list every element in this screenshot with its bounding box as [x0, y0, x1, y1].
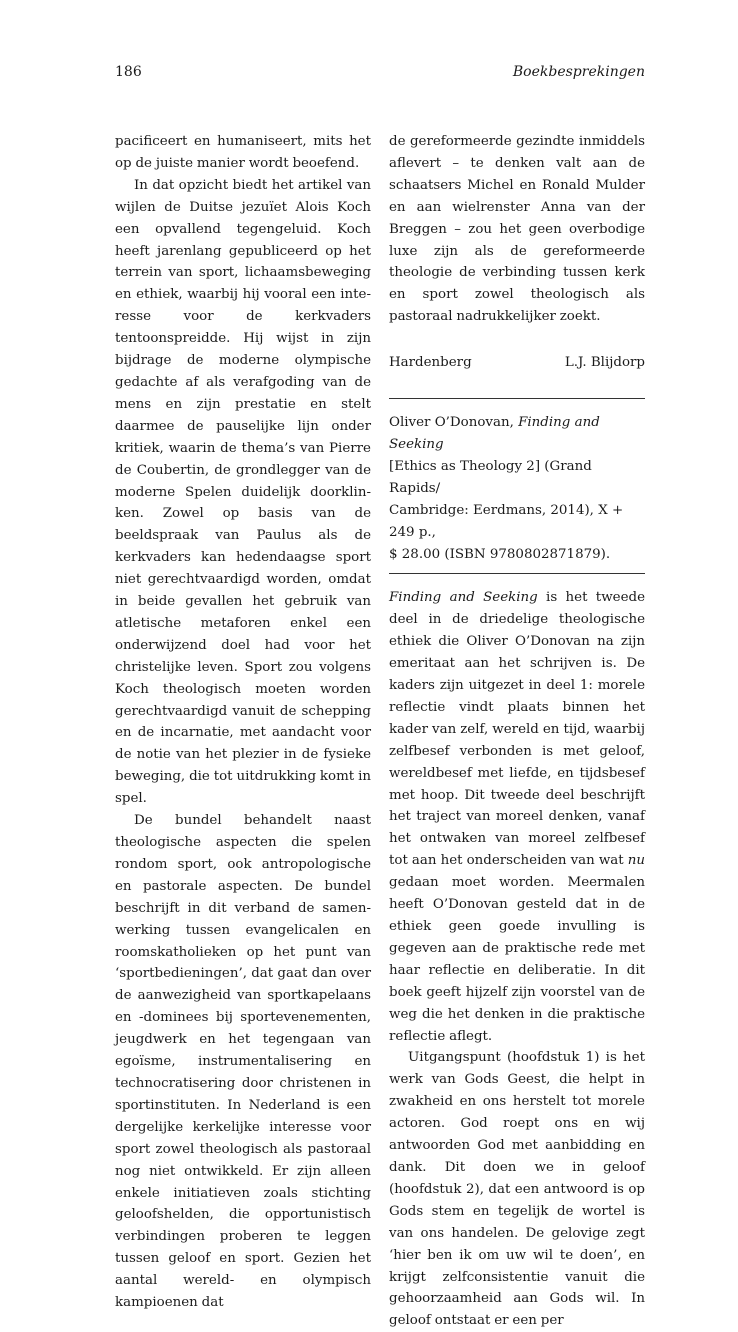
divider-bottom — [389, 573, 645, 574]
biblio-author: Oliver O’Donovan, — [389, 415, 519, 431]
biblio-line-3: Cambridge: Eerdmans, 2014), X + 249 p., — [389, 502, 624, 540]
right-paragraph-2 — [389, 587, 645, 1047]
signature-place: Hardenberg — [389, 355, 472, 371]
biblio-line-2: [Ethics as Theology 2] (Grand Rapids/ — [389, 458, 592, 496]
right-paragraph-1: de gereformeerde gezindte inmiddels aflevert – te denken valt aan de schaatsers Michel en Ronald Mulder en aan wielrenster Anna van der Breggen – zou het geen overbodige luxe zijn als de gereformeerde theologie de verbinding tussen kerk en sport zowel theologisch als pastoraal nadrukkelijker zoekt. — [389, 134, 645, 325]
book-title-italic: Finding and Seeking — [389, 590, 538, 606]
left-column — [115, 131, 371, 1314]
emphasis-nu: nu — [627, 853, 645, 869]
page-number: 186 — [115, 64, 142, 80]
running-head: Boekbesprekingen — [512, 64, 645, 80]
biblio-line-4: $ 28.00 (ISBN 9780802871879). — [389, 546, 611, 562]
right-paragraph-2-b: gedaan moet worden. Meermalen heeft O’Donovan gesteld dat in de ethiek geen goede invulling is gegeven aan de praktische rede met haar reflectie en deliberatie. In dit boek geeft hijzelf zijn voorstel van de weg die het denken in die praktische reflectie aflegt. — [389, 875, 645, 1044]
review-signature — [389, 352, 645, 374]
left-paragraph-2: In dat opzicht biedt het artikel van wijlen de Duitse jezuïet Alois Koch een opvallend tegengeluid. Koch heeft jarenlang gepubliceerd op het terrein van sport, lichaamsbeweging en ethiek, waarbij hij vooral een interesse voor de kerkvaders tentoonspreidde. Hij wijst in zijn bijdrage de moderne olympische gedachte af als verafgoding van de mens en zijn prestatie en stelt daarmee de pauselijke lijn onder kritiek, waarin de thema’s van Pierre de Coubertin, de grondlegger van de moderne Spelen duidelijk doorklinken. Zowel op basis van de beeldspraak van Paulus als de kerkvaders kan hedendaagse sport niet gerechtvaardigd worden, omdat in beide gevallen het gebruik van atletische metaforen enkel een onderwijzend doel had voor het christelijke leven. Sport zou volgens Koch theologisch moeten worden gerechtvaardigd vanuit de schepping en de incarnatie, met aandacht voor de notie van het plezier in de fysieke beweging, die tot uitdrukking komt in spel. — [115, 177, 371, 807]
right-paragraph-2-a: is het tweede deel in de driedelige theologische ethiek die Oliver O’Donovan na zijn emeritaat aan het schrijven is. De kaders zijn uitgezet in deel 1: morele reflectie vindt plaats binnen het kader van zelf, wereld en tijd, waarbij zelfbesef verbonden is met geloof, wereldbesef met liefde, en tijdsbesef met hoop. Dit tweede deel beschrijft het traject van moreel denken, vanaf het ontwaken van moreel zelfbesef tot aan het onderscheiden van wat — [389, 590, 645, 869]
biblio-title: Finding and Seeking — [389, 415, 600, 452]
biblio-line-1 — [389, 412, 645, 456]
left-paragraph-1: pacificeert en humaniseert, mits het op de juiste manier wordt beoefend. — [115, 134, 371, 171]
right-paragraph-3: Uitgangspunt (hoofdstuk 1) is het werk van Gods Geest, die helpt in zwakheid en ons herstelt tot morele actoren. God roept ons en wij antwoorden God met aanbidding en dank. Dit doen we in geloof (hoofdstuk 2), dat een antwoord is op Gods stem en tegelijk de wortel is van ons handelen. De gelovige zegt ‘hier ben ik om uw wil te doen’, en krijgt zelfconsistentie vanuit die gehoorzaamheid aan Gods wil. In geloof ontstaat er een per — [389, 1050, 645, 1329]
signature-name: L.J. Blijdorp — [564, 355, 645, 371]
left-paragraph-3: De bundel behandelt naast theologische aspecten die spelen rondom sport, ook antropologische en pastorale aspecten. De bundel beschrijft in dit verband de samenwerking tussen evangelicalen en roomskatholieken op het punt van ‘sportbedieningen’, dat gaat dan over de aanwezigheid van sportkapelaans en -dominees bij sportevenementen, jeugdwerk en het tegengaan van egoïsme, instrumentalisering en technocratisering door christenen in sportinstituten. In Nederland is een dergelijke kerkelijke interesse voor sport zowel theologisch als pastoraal nog niet ontwikkeld. Er zijn alleen enkele initiatieven zoals stichting geloofshelden, die opportunistisch verbindingen proberen te leggen tussen geloof en sport. Gezien het aantal wereld- en olympisch kampioenen dat — [115, 813, 371, 1311]
divider-top — [389, 398, 645, 399]
bibliographic-entry — [389, 412, 645, 565]
right-column — [389, 131, 645, 1332]
